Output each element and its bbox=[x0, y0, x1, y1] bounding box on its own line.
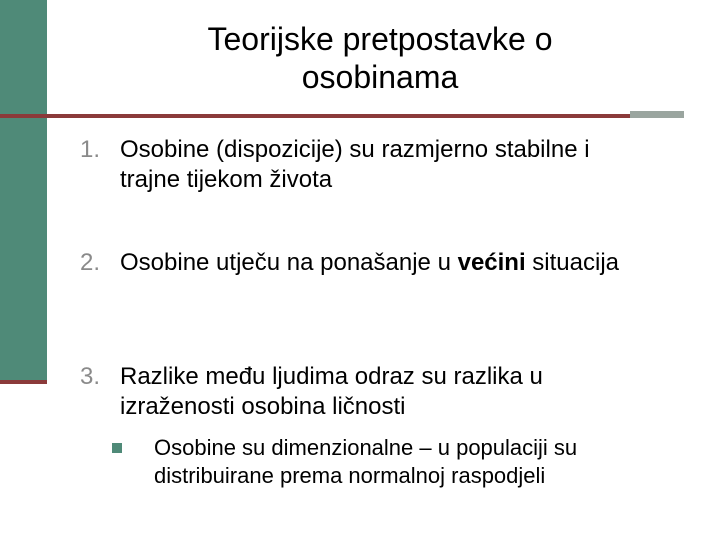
list-item-text: Razlike među ljudima odraz su razlika u izraženosti osobina ličnosti bbox=[120, 363, 543, 420]
slide-title-line-2: osobinama bbox=[301, 59, 459, 95]
list-item-text-end: situacija bbox=[525, 249, 620, 276]
list-item-1 bbox=[80, 135, 640, 195]
list-item-3 bbox=[80, 362, 640, 422]
left-accent-bar bbox=[0, 0, 47, 380]
slide-title bbox=[110, 20, 650, 96]
list-item-2 bbox=[80, 248, 640, 278]
list-item-number: 3. bbox=[80, 363, 101, 390]
list-item-number: 2. bbox=[80, 249, 101, 276]
title-underline bbox=[0, 114, 630, 118]
square-bullet-icon bbox=[112, 443, 122, 453]
list-item-text: Osobine (dispozicije) su razmjerno stabilne i trajne tijekom života bbox=[120, 136, 590, 193]
list-item-text bbox=[120, 248, 640, 278]
slide-title-line-1: Teorijske pretpostavke o bbox=[207, 21, 553, 57]
title-underline-accent bbox=[630, 111, 684, 118]
left-accent-divider bbox=[0, 380, 47, 384]
list-item-text-start: Osobine utječu na ponašanje u bbox=[120, 249, 458, 276]
sub-list-item bbox=[112, 434, 702, 490]
list-item-number: 1. bbox=[80, 136, 101, 163]
sub-list-item-text: Osobine su dimenzionalne – u populaciji su distribuirane prema normalnoj raspodjeli bbox=[154, 435, 578, 488]
list-item-text-emphasis: većini bbox=[457, 249, 526, 276]
